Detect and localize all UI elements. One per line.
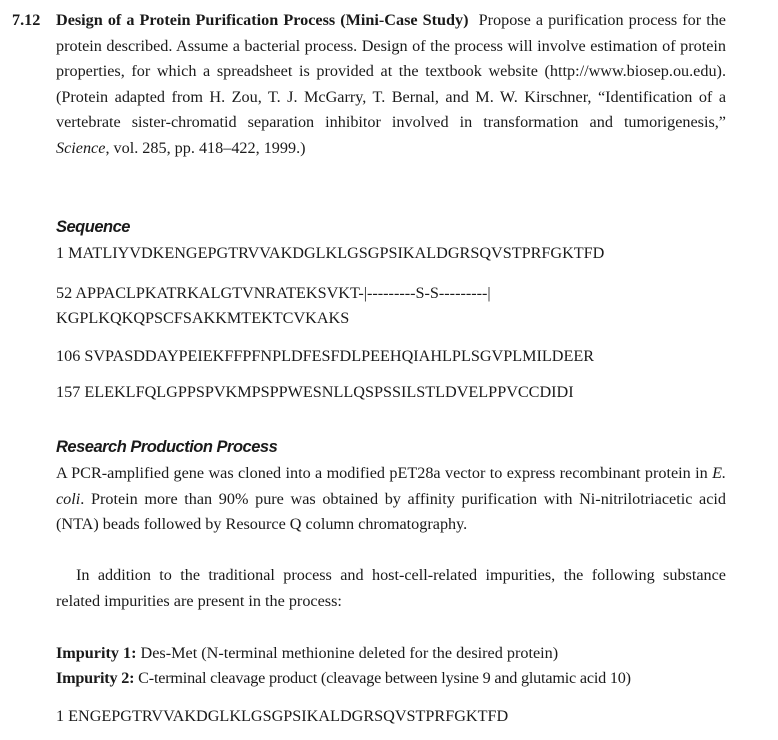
impurity-2-text: C-terminal cleavage product (cleavage between lysine 9 and glutamic acid 10) <box>138 669 631 687</box>
impurity-1-label: Impurity 1: <box>56 644 137 662</box>
sequence-heading: Sequence <box>56 218 130 236</box>
research-paragraph-1 <box>56 461 726 538</box>
sequence-line-5: 157 ELEKLFQLGPPSPVKMPSPPWESNLLQSPSSILSTLDVELPPVCCDIDI <box>56 383 574 401</box>
sequence-line-1: 1 MATLIYVDKENGEPGTRVVAKDGLKLGSGPSIKALDGRSQVSTPRFGKTFD <box>56 244 605 262</box>
impurity-sequence: 1 ENGEPGTRVVAKDGLKLGSGPSIKALDGRSQVSTPRFGKTFD <box>56 707 509 725</box>
research-heading: Research Production Process <box>56 438 278 456</box>
problem-intro: Propose a purification process for the protein described. Assume a bacterial process. Design of the process will involve estimation of protein properties, for which a spreadsheet is provided at the textbook website (http://www.biosep.ou.edu). (Protein adapted from H. Zou, T. J. McGarry, T. Bernal, and M. W. Kirschner, “Identification of a vertebrate sister-chromatid separation inhibitor involved in transformation and tumorigenesis,” <box>56 11 726 132</box>
problem-statement <box>56 8 726 162</box>
organism-name: E. coli <box>56 464 726 508</box>
sequence-line-2: 52 APPACLPKATRKALGTVNRATEKSVKT-|---------S-S---------| <box>56 284 491 302</box>
sequence-line-3: KGPLKQKQPSCFSAKKMTEKTCVKAKS <box>56 309 350 327</box>
research-text-b: . Protein more than 90% pure was obtained by affinity purification with Ni-nitrilotriacetic acid (NTA) beads followed by Resource Q column chromatography. <box>56 489 726 534</box>
impurity-2 <box>56 666 631 692</box>
sequence-line-4: 106 SVPASDDAYPEIEKFFPFNPLDFESFDLPEEHQIAHLPLSGVPLMILDEER <box>56 347 595 365</box>
journal-name: Science <box>56 138 106 157</box>
problem-title: Design of a Protein Purification Process (Mini-Case Study) <box>56 11 469 29</box>
research-text-a: A PCR-amplified gene was cloned into a modified pET28a vector to express recombinant protein in <box>56 464 708 482</box>
problem-number: 7.12 <box>12 11 41 29</box>
research-paragraph-2: In addition to the traditional process and host-cell-related impurities, the following substance related impurities are present in the process: <box>56 566 726 610</box>
citation-tail: , vol. 285, pp. 418–422, 1999.) <box>105 138 306 157</box>
impurity-1-text: Des-Met (N-terminal methionine deleted for the desired protein) <box>140 644 559 662</box>
impurity-1 <box>56 641 558 667</box>
impurity-2-label: Impurity 2: <box>56 669 135 687</box>
